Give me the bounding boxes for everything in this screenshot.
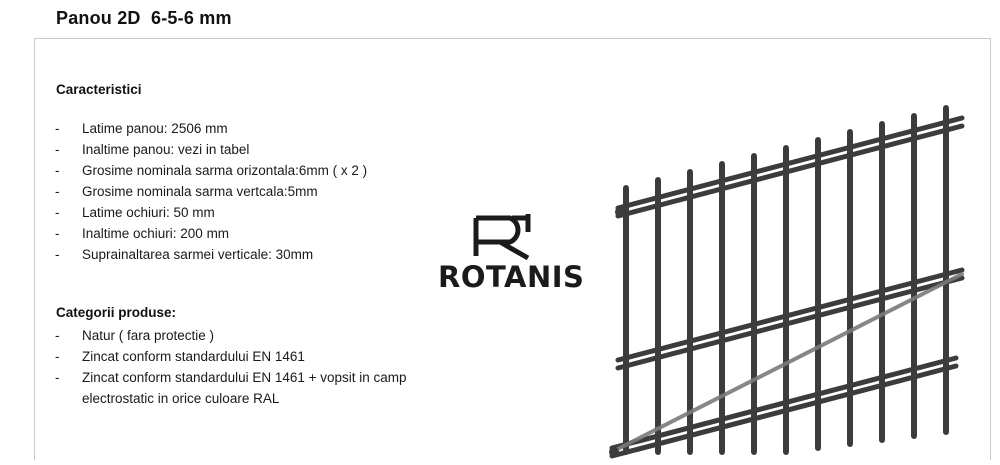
list-item-label: Latime ochiuri: 50 mm [82,205,215,220]
page-border-left [34,38,35,460]
list-item [50,325,520,346]
list-item-label: Natur ( fara protectie ) [82,328,215,343]
list-item [50,202,480,223]
list-item [50,367,520,409]
list-item [50,118,480,139]
list-item-label: Zincat conform standardului EN 1461 + vopsit in camp [82,370,407,385]
rotanis-r-monogram-icon [466,212,550,260]
bullet-marker: - [55,184,60,199]
rotanis-wordmark: ROTANIS [438,260,585,294]
bullet-marker: - [55,328,60,343]
list-item [50,181,480,202]
list-item-label: Zincat conform standardului EN 1461 [82,349,305,364]
page-border-right [990,38,991,460]
features-list [50,118,480,265]
rotanis-logo [438,212,585,298]
list-item [50,244,480,265]
bullet-marker: - [55,163,60,178]
features-heading: Caracteristici [56,82,142,97]
bullet-marker: - [55,247,60,262]
bullet-marker: - [55,142,60,157]
list-item [50,223,480,244]
bullet-marker: - [55,370,60,385]
list-item-label-continued: electrostatic in orice culoare RAL [82,391,280,406]
list-item-label: Grosime nominala sarma vertcala:5mm [82,184,318,199]
list-item-label: Inaltime panou: vezi in tabel [82,142,250,157]
list-item-label: Suprainaltarea sarmei verticale: 30mm [82,247,314,262]
list-item-label: Inaltime ochiuri: 200 mm [82,226,230,241]
list-item [50,139,480,160]
categories-list [50,325,520,409]
list-item [50,160,480,181]
bullet-marker: - [55,205,60,220]
page-title: Panou 2D 6-5-6 mm [56,8,232,28]
categories-heading: Categorii produse: [56,305,177,320]
bullet-marker: - [55,349,60,364]
bullet-marker: - [55,226,60,241]
page-border-top [34,38,991,39]
bullet-marker: - [55,121,60,136]
fence-panel-2d-diagram [590,60,990,460]
list-item-label: Grosime nominala sarma orizontala:6mm ( x 2 ) [82,163,368,178]
list-item [50,346,520,367]
list-item-label: Latime panou: 2506 mm [82,121,228,136]
